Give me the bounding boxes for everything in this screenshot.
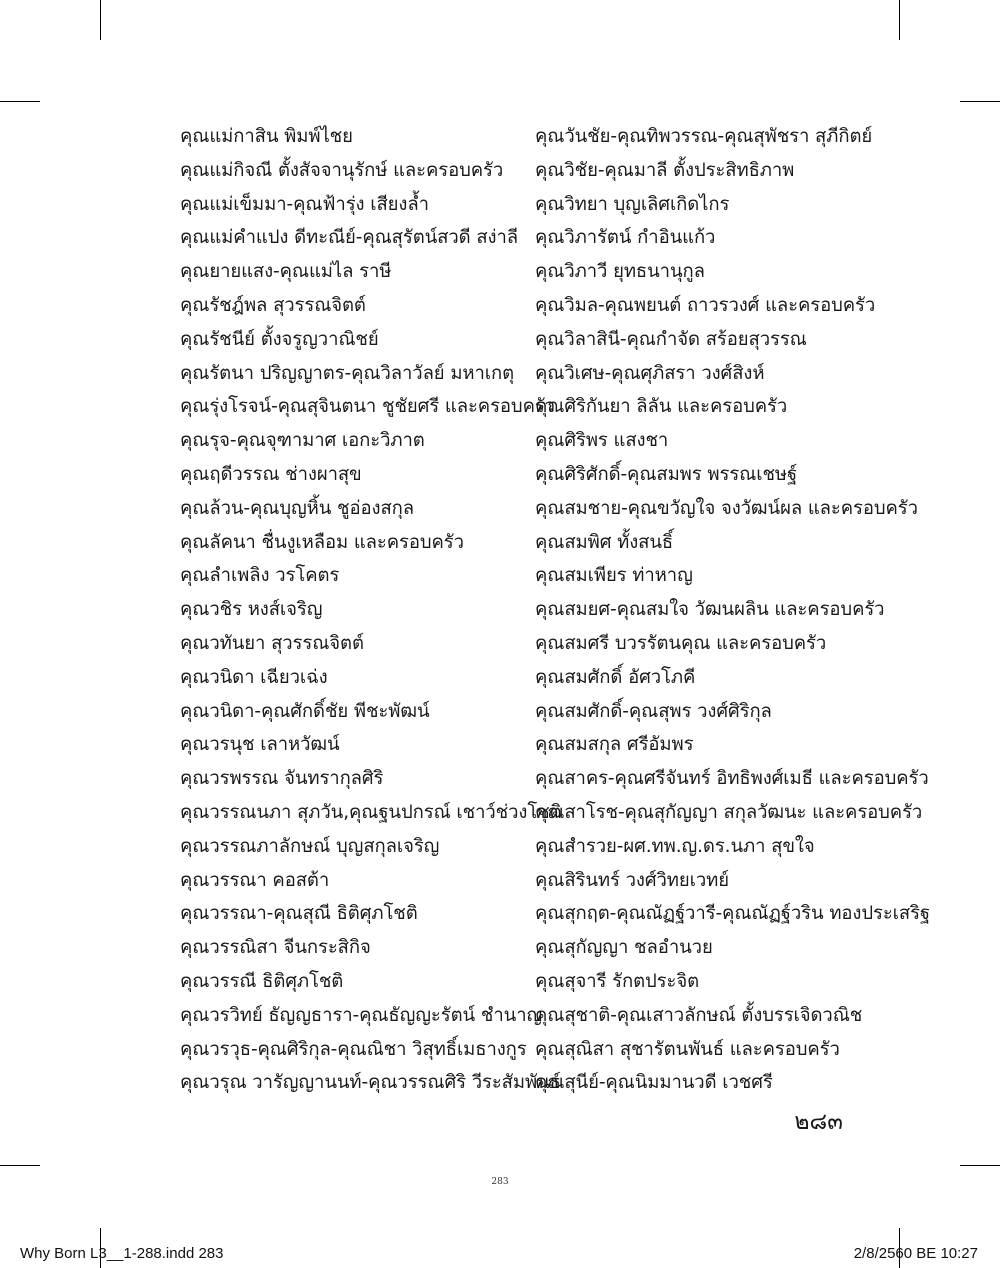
- name-entry: คุณฤดีวรรณ ช่างผาสุข: [180, 463, 362, 485]
- name-entry: คุณสุจารี รักตประจิต: [535, 970, 699, 992]
- name-entry: คุณศิริศักดิ์-คุณสมพร พรรณเชษฐ์: [535, 463, 798, 485]
- name-entry: คุณวรุณ วารัญญานนท์-คุณวรรณศิริ วีระสัมพันธ์: [180, 1072, 561, 1094]
- name-entry: คุณสาโรช-คุณสุกัญญา สกุลวัฒนะ และครอบครัว: [535, 801, 923, 823]
- name-entry: คุณสำรวย-ผศ.ทพ.ญ.ดร.นภา สุขใจ: [535, 835, 815, 857]
- name-entry: คุณรุ่งโรจน์-คุณสุจินตนา ชูชัยศรี และครอบครัว: [180, 396, 555, 418]
- name-entry: คุณสาคร-คุณศรีจันทร์ อิทธิพงศ์เมธี และครอบครัว: [535, 768, 929, 790]
- name-entry: คุณวนิดา เฉียวเฉ่ง: [180, 666, 328, 688]
- slug-file-info: Why Born L3__1-288.indd 283: [20, 1245, 224, 1262]
- name-entry: คุณรุจ-คุณจุฑามาศ เอกะวิภาต: [180, 430, 425, 452]
- crop-mark: [0, 1165, 40, 1166]
- crop-mark: [100, 0, 101, 40]
- name-entry: คุณศิริพร แสงชา: [535, 430, 669, 452]
- name-entry: คุณสมศักดิ์ อัศวโภคี: [535, 666, 696, 688]
- name-entry: คุณศิริกันยา ลิลัน และครอบครัว: [535, 396, 788, 418]
- name-entry: คุณรัชนีย์ ตั้งจรูญวาณิชย์: [180, 328, 379, 350]
- name-entry: คุณวทันยา สุวรรณจิตต์: [180, 632, 364, 654]
- name-entry: คุณวรรณี ธิติศุภโชติ: [180, 970, 344, 992]
- name-entry: คุณสุณิสา สุชารัตนพันธ์ และครอบครัว: [535, 1038, 840, 1060]
- name-entry: คุณวรรณิสา จีนกระสิกิจ: [180, 937, 371, 959]
- crop-mark: [899, 0, 900, 40]
- name-entry: คุณวรนุช เลาหวัฒน์: [180, 734, 340, 756]
- name-entry: คุณสิรินทร์ วงศ์วิทยเวทย์: [535, 869, 729, 891]
- right-name-column: [535, 120, 931, 1100]
- name-entry: คุณวรวิทย์ ธัญญธารา-คุณธัญญะรัตน์ ชำนาญ: [180, 1004, 543, 1026]
- name-entry: คุณรัชฎ์พล สุวรรณจิตต์: [180, 294, 366, 316]
- crop-mark: [960, 1165, 1000, 1166]
- name-entry: คุณสุกฤต-คุณณัฏฐ์วารี-คุณณัฏฐ์วริน ทองประเสริฐ: [535, 903, 931, 925]
- name-entry: คุณยายแสง-คุณแม่ไล ราษี: [180, 261, 392, 283]
- name-entry: คุณวรวุธ-คุณศิริกุล-คุณณิชา วิสุทธิ์เมธางกูร: [180, 1038, 527, 1060]
- name-entry: คุณวันชัย-คุณทิพวรรณ-คุณสุพัชรา สุภีกิตย์: [535, 126, 873, 147]
- name-entry: คุณแม่กิจณี ตั้งสัจจานุรักษ์ และครอบครัว: [180, 159, 504, 181]
- name-entry: คุณวิชัย-คุณมาลี ตั้งประสิทธิภาพ: [535, 159, 795, 181]
- name-entry: คุณวรรณนภา สุภวัน,คุณฐนปกรณ์ เชาว์ช่วงโชติ: [180, 801, 562, 823]
- name-entry: คุณแม่กาสิน พิมพ์ไชย: [180, 126, 353, 147]
- thai-page-number: ๒๘๓: [794, 1109, 843, 1135]
- name-entry: คุณวรรณภาลักษณ์ บุญสกุลเจริญ: [180, 835, 440, 857]
- name-entry: คุณลำเพลิง วรโคตร: [180, 565, 340, 587]
- name-entry: คุณวิภารัตน์ กำอินแก้ว: [535, 227, 716, 249]
- name-entry: คุณสมเพียร ท่าหาญ: [535, 565, 693, 587]
- name-entry: คุณแม่เข็มมา-คุณฟ้ารุ่ง เสียงล้ำ: [180, 193, 429, 215]
- name-entry: คุณรัตนา ปริญญาตร-คุณวิลาวัลย์ มหาเกตุ: [180, 362, 515, 384]
- slug-date-info: 2/8/2560 BE 10:27: [853, 1245, 978, 1262]
- name-entry: คุณลัคนา ชื่นงูเหลือม และครอบครัว: [180, 531, 464, 553]
- printed-page-number: 283: [491, 1177, 509, 1187]
- name-entry: คุณสมศรี บวรรัตนคุณ และครอบครัว: [535, 632, 827, 654]
- name-entry: คุณสมยศ-คุณสมใจ วัฒนผลิน และครอบครัว: [535, 599, 885, 621]
- name-entry: คุณวิภาวี ยุทธนานุกูล: [535, 261, 705, 283]
- name-entry: คุณวรรณา-คุณสุณี ธิติศุภโชติ: [180, 903, 418, 925]
- name-entry: คุณสมสกุล ศรีอัมพร: [535, 734, 694, 756]
- left-name-column: [180, 120, 562, 1100]
- name-entry: คุณสุกัญญา ชลอำนวย: [535, 937, 713, 959]
- name-entry: คุณแม่คำแปง ดีทะณีย์-คุณสุรัตน์สวดี สง่าลี: [180, 227, 518, 249]
- name-entry: คุณสุชาติ-คุณเสาวลักษณ์ ตั้งบรรเจิดวณิช: [535, 1004, 863, 1026]
- name-entry: คุณสมชาย-คุณขวัญใจ จงวัฒน์ผล และครอบครัว: [535, 497, 918, 519]
- name-entry: คุณสมพิศ ทั้งสนธิ์: [535, 531, 674, 553]
- crop-mark: [960, 101, 1000, 102]
- name-entry: คุณวิลาสินี-คุณกำจัด สร้อยสุวรรณ: [535, 328, 807, 350]
- name-entry: คุณล้วน-คุณบุญหิ้น ชูอ่องสกุล: [180, 497, 414, 519]
- name-entry: คุณวิเศษ-คุณศุภิสรา วงศ์สิงห์: [535, 362, 765, 384]
- name-entry: คุณวิทยา บุญเลิศเกิดไกร: [535, 193, 730, 215]
- name-entry: คุณวรพรรณ จันทรากุลศิริ: [180, 768, 384, 790]
- name-entry: คุณวชิร หงส์เจริญ: [180, 599, 323, 621]
- name-entry: คุณสมศักดิ์-คุณสุพร วงศ์ศิริกุล: [535, 700, 772, 722]
- crop-mark: [0, 101, 40, 102]
- name-entry: คุณวิมล-คุณพยนต์ ถาวรวงศ์ และครอบครัว: [535, 294, 876, 316]
- name-entry: คุณสุนีย์-คุณนิมมานวดี เวชศรี: [535, 1072, 773, 1094]
- name-entry: คุณวนิดา-คุณศักดิ์ชัย พีชะพัฒน์: [180, 700, 430, 722]
- name-entry: คุณวรรณา คอสต้า: [180, 869, 330, 891]
